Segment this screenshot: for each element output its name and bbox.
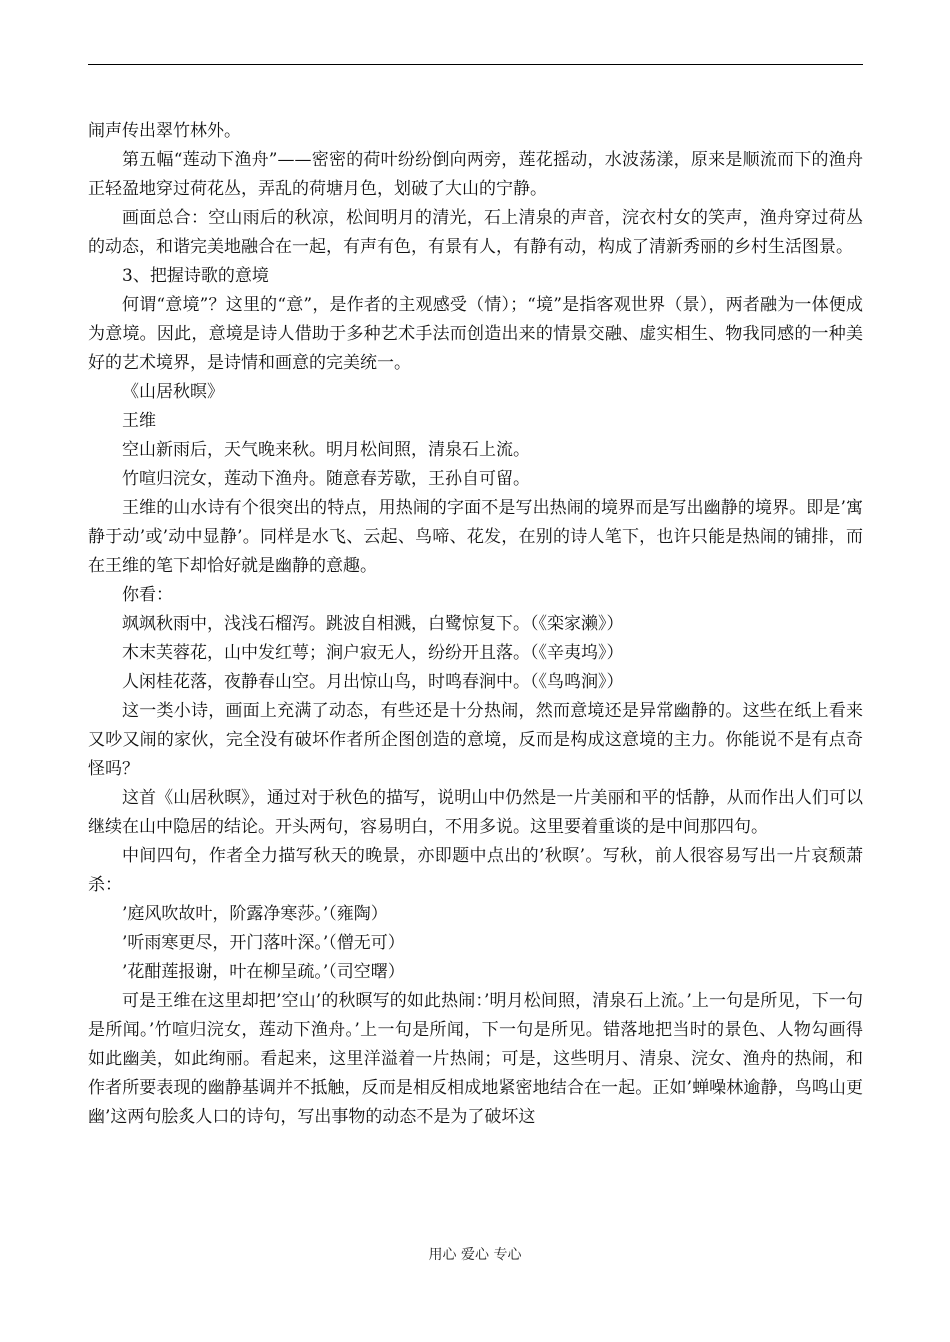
paragraph: 这一类小诗，画面上充满了动态，有些还是十分热闹，然而意境还是异常幽静的。这些在纸上看来又吵又闹的家伙，完全没有破坏作者所企图创造的意境，反而是构成这意境的主力。你能说不是有点奇怪吗？ (88, 701, 863, 779)
poem-quote: ’庭风吹故叶，阶露净寒莎。’（雍陶） (122, 904, 388, 924)
paragraph: 闹声传出翠竹林外。 (88, 121, 241, 141)
page-footer: 用心 爱心 专心 (428, 1247, 522, 1263)
poem-quote: 人闲桂花落，夜静春山空。月出惊山鸟，时鸣春涧中。（《鸟鸣涧》） (122, 672, 624, 692)
poem-quote: 木末芙蓉花，山中发红萼；涧户寂无人，纷纷开且落。（《辛夷坞》） (122, 643, 624, 663)
poem-quote: 飒飒秋雨中，浅浅石榴泻。跳波自相溅，白鹭惊复下。（《栾家濑》） (122, 614, 624, 634)
paragraph: 第五幅“莲动下渔舟”——密密的荷叶纷纷倒向两旁，莲花摇动，水波荡漾，原来是顺流而下的渔舟正轻盈地穿过荷花丛，弄乱的荷塘月色，划破了大山的宁静。 (88, 150, 863, 199)
poem-quote: ’花酣莲报谢，叶在柳呈疏。’（司空曙） (122, 962, 405, 982)
paragraph: 王维的山水诗有个很突出的特点，用热闹的字面不是写出热闹的境界而是写出幽静的境界。即是’寓静于动’或’动中显静’。同样是水飞、云起、鸟啼、花发，在别的诗人笔下，也许只能是热闹的铺排，而在王维的笔下却恰好就是幽静的意趣。 (88, 498, 863, 576)
paragraph: 你看： (122, 585, 173, 605)
poem-title: 《山居秋暝》 (122, 382, 224, 402)
document-body (88, 117, 863, 1132)
poem-line: 竹喧归浣女，莲动下渔舟。随意春芳歇，王孙自可留。 (122, 469, 530, 489)
paragraph: 可是王维在这里却把’空山’的秋暝写的如此热闹：’明月松间照，清泉石上流。’上一句是所见，下一句是所闻。’竹喧归浣女，莲动下渔舟。’上一句是所闻，下一句是所见。错落地把当时的景色、人物勾画得如此幽美，如此绚丽。看起来，这里洋溢着一片热闹；可是，这些明月、清泉、浣女、渔舟的热闹，和作者所要表现的幽静基调并不抵触，反而是相反相成地紧密地结合在一起。正如’蝉噪林逾静，鸟鸣山更幽’这两句脍炙人口的诗句，写出事物的动态不是为了破坏这 (88, 991, 863, 1127)
poem-line: 空山新雨后，天气晚来秋。明月松间照，清泉石上流。 (122, 440, 530, 460)
paragraph: 中间四句，作者全力描写秋天的晚景，亦即题中点出的’秋暝’。写秋，前人很容易写出一片哀颓萧杀： (88, 846, 863, 895)
poem-author: 王维 (122, 411, 156, 431)
paragraph: 何谓“意境”？这里的“意”，是作者的主观感受（情）；“境”是指客观世界（景），两者融为一体便成为意境。因此，意境是诗人借助于多种艺术手法而创造出来的情景交融、虚实相生、物我同感的一种美好的艺术境界，是诗情和画意的完美统一。 (88, 295, 863, 373)
paragraph: 画面总合：空山雨后的秋凉，松间明月的清光，石上清泉的声音，浣衣村女的笑声，渔舟穿过荷丛的动态，和谐完美地融合在一起，有声有色，有景有人，有静有动，构成了清新秀丽的乡村生活图景。 (88, 208, 863, 257)
paragraph: 这首《山居秋暝》，通过对于秋色的描写，说明山中仍然是一片美丽和平的恬静，从而作出人们可以继续在山中隐居的结论。开头两句，容易明白，不用多说。这里要着重谈的是中间那四句。 (88, 788, 863, 837)
header-rule (88, 64, 863, 65)
poem-quote: ’听雨寒更尽，开门落叶深。’（僧无可） (122, 933, 405, 953)
section-heading: 3、把握诗歌的意境 (122, 266, 269, 286)
